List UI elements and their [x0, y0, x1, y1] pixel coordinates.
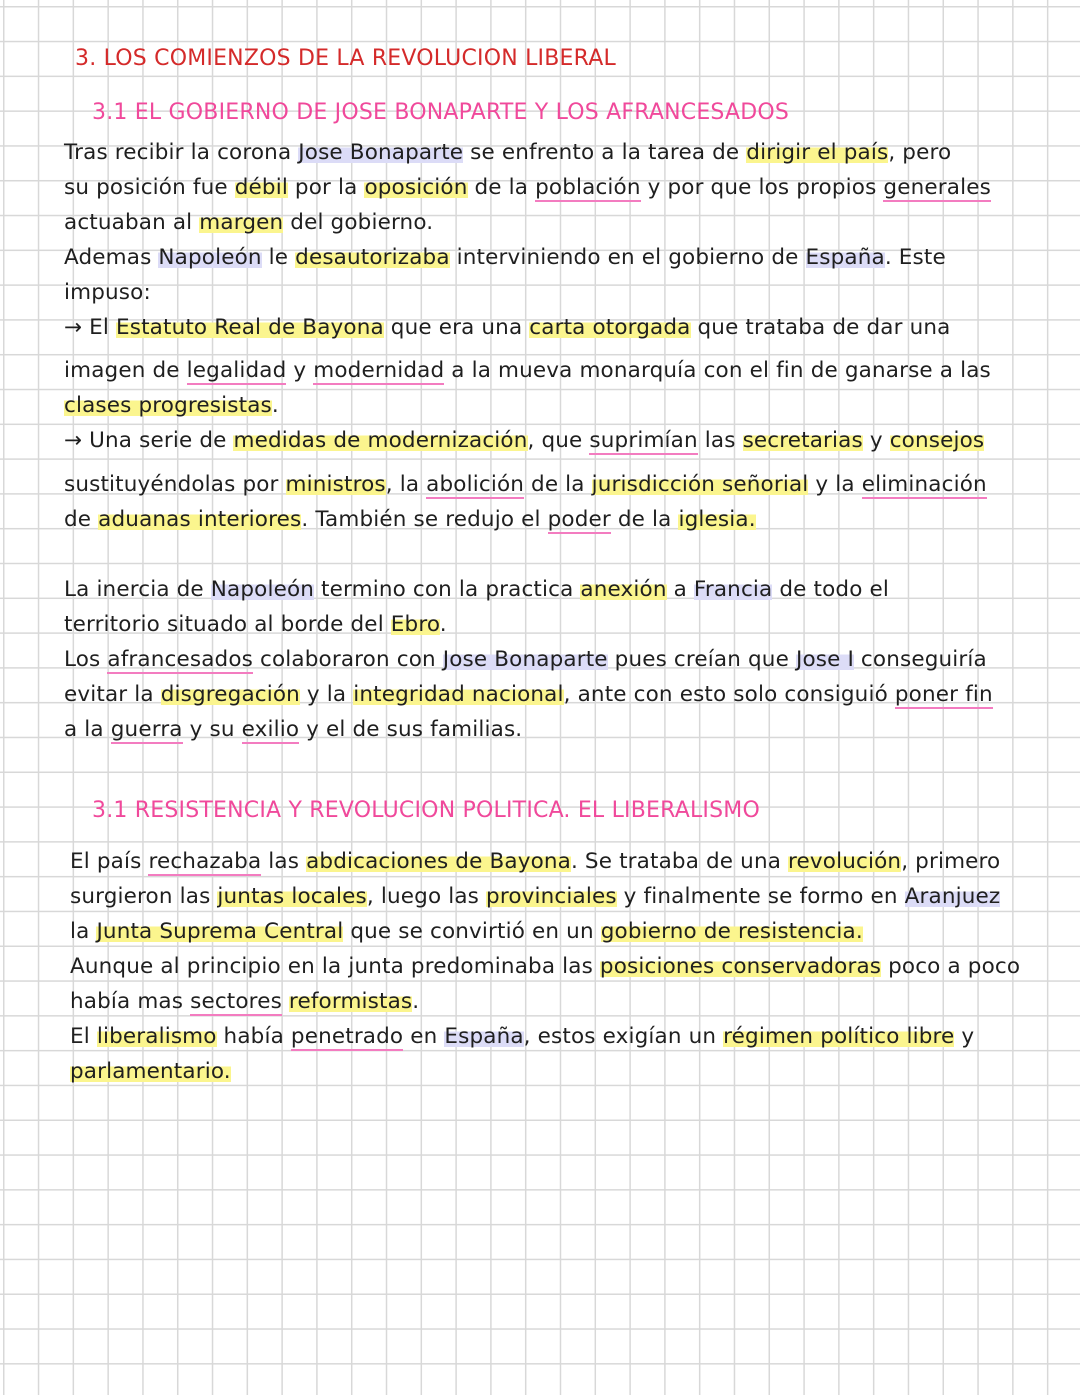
- underlined-term: penetrado: [290, 1024, 404, 1049]
- text-run: , luego las: [366, 884, 487, 909]
- subsection-heading-resistencia: 3.1 RESISTENCIA Y REVOLUCION POLITICA. EL LIBERALISMO: [92, 798, 760, 823]
- text-run: de la: [524, 472, 592, 497]
- text-run: La inercia de: [64, 577, 211, 602]
- text-run: había mas: [70, 989, 191, 1014]
- subsection-heading-gobierno: 3.1 EL GOBIERNO DE JOSE BONAPARTE Y LOS AFRANCESADOS: [92, 100, 790, 125]
- text-run: → Una serie de: [64, 428, 234, 453]
- text-run: colaboraron con: [253, 647, 443, 672]
- underlined-term: sectores: [190, 989, 282, 1014]
- text-run: había: [216, 1024, 291, 1049]
- text-run: , pero: [888, 140, 952, 165]
- text-run: a la: [64, 717, 111, 742]
- text-run: las: [697, 428, 743, 453]
- text-run: Tras recibir la corona: [64, 140, 299, 165]
- text-line: [64, 280, 151, 305]
- text-line: [70, 1024, 974, 1049]
- proper-noun-highlight: Jose I: [795, 647, 854, 672]
- text-run: a la mueva monarquía con el fin de ganarse a las: [444, 358, 991, 383]
- text-run: de la: [467, 175, 536, 200]
- text-run: las: [261, 849, 307, 874]
- underlined-term: suprimían: [589, 428, 698, 453]
- text-line: [70, 954, 1020, 979]
- text-run: y su: [182, 717, 242, 742]
- text-run: impuso:: [64, 280, 151, 305]
- highlighted-term: aduanas interiores: [98, 507, 302, 532]
- text-run: pues creían que: [607, 647, 796, 672]
- highlighted-term: parlamentario.: [70, 1059, 231, 1084]
- text-line: [64, 577, 889, 602]
- text-run: y: [286, 358, 314, 383]
- text-run: interviniendo en el gobierno de: [449, 245, 806, 270]
- highlighted-term: secretarias: [742, 428, 863, 453]
- text-run: Los: [64, 647, 108, 672]
- highlighted-term: integridad nacional: [353, 682, 564, 707]
- underlined-term: poder: [547, 507, 611, 532]
- text-run: Aunque al principio en la junta predominaba las: [70, 954, 600, 979]
- text-run: imagen de: [64, 358, 187, 383]
- highlighted-term: jurisdicción señorial: [591, 472, 809, 497]
- text-run: y la: [299, 682, 354, 707]
- text-line: [64, 647, 987, 672]
- text-run: y el de sus familias.: [299, 717, 523, 742]
- text-line: [64, 472, 987, 497]
- text-line: [64, 428, 984, 453]
- highlighted-term: margen: [199, 210, 284, 235]
- highlighted-term: desautorizaba: [295, 245, 450, 270]
- underlined-term: legalidad: [186, 358, 287, 383]
- text-line: [70, 884, 1000, 909]
- text-line: [64, 175, 991, 200]
- text-run: .: [439, 612, 447, 637]
- text-run: Ademas: [64, 245, 159, 270]
- highlighted-term: débil: [234, 175, 288, 200]
- highlighted-term: juntas locales: [217, 884, 367, 909]
- text-line: [70, 989, 419, 1014]
- text-run: , la: [385, 472, 427, 497]
- text-run: , que: [527, 428, 590, 453]
- text-run: de la: [610, 507, 679, 532]
- highlighted-term: ministros: [285, 472, 386, 497]
- text-line: [64, 245, 946, 270]
- underlined-term: afrancesados: [107, 647, 254, 672]
- highlighted-term: Ebro: [390, 612, 440, 637]
- text-run: termino con la practica: [314, 577, 581, 602]
- proper-noun-highlight: Jose Bonaparte: [298, 140, 464, 165]
- text-run: .: [271, 393, 279, 418]
- text-run: y por que los propios: [640, 175, 884, 200]
- highlighted-term: abdicaciones de Bayona: [306, 849, 571, 874]
- text-run: le: [261, 245, 296, 270]
- text-line: [64, 315, 950, 340]
- underlined-term: generales: [883, 175, 991, 200]
- highlighted-term: posiciones conservadoras: [599, 954, 882, 979]
- text-line: [64, 140, 951, 165]
- text-run: su posición fue: [64, 175, 235, 200]
- highlighted-term: Estatuto Real de Bayona: [116, 315, 384, 340]
- highlighted-term: clases progresistas: [64, 393, 272, 418]
- text-run: y la: [808, 472, 862, 497]
- text-run: de: [64, 507, 99, 532]
- section-heading-main: 3. LOS COMIENZOS DE LA REVOLUCION LIBERAL: [75, 46, 616, 71]
- highlighted-term: consejos: [889, 428, 985, 453]
- highlighted-term: disgregación: [160, 682, 300, 707]
- proper-noun-highlight: España: [805, 245, 885, 270]
- text-line: [64, 393, 279, 418]
- text-run: en: [403, 1024, 445, 1049]
- highlighted-term: gobierno de resistencia.: [600, 919, 863, 944]
- text-line: [70, 849, 1000, 874]
- highlighted-term: Junta Suprema Central: [96, 919, 344, 944]
- text-line: [64, 717, 522, 742]
- highlighted-term: iglesia.: [678, 507, 756, 532]
- text-run: y finalmente se formo en: [616, 884, 905, 909]
- text-line: [64, 612, 447, 637]
- text-run: conseguiría: [853, 647, 987, 672]
- highlighted-term: anexión: [580, 577, 667, 602]
- text-run: , ante con esto solo consiguió: [563, 682, 895, 707]
- text-run: del gobierno.: [283, 210, 434, 235]
- text-run: . Se trataba de una: [570, 849, 789, 874]
- text-run: sustituyéndolas por: [64, 472, 286, 497]
- proper-noun-highlight: Napoleón: [210, 577, 315, 602]
- highlighted-term: oposición: [364, 175, 468, 200]
- text-run: evitar la: [64, 682, 161, 707]
- proper-noun-highlight: Jose Bonaparte: [442, 647, 608, 672]
- text-run: poco a poco: [881, 954, 1021, 979]
- text-run: de todo el: [772, 577, 889, 602]
- text-run: . También se redujo el: [301, 507, 548, 532]
- text-run: surgieron las: [70, 884, 218, 909]
- underlined-term: rechazaba: [148, 849, 262, 874]
- text-line: [64, 210, 433, 235]
- text-line: [64, 507, 756, 532]
- highlighted-term: régimen político libre: [723, 1024, 955, 1049]
- text-run: que se convirtió en un: [343, 919, 601, 944]
- text-line: [70, 1059, 231, 1084]
- underlined-term: modernidad: [313, 358, 445, 383]
- text-run: actuaban al: [64, 210, 200, 235]
- highlighted-term: revolución: [788, 849, 902, 874]
- highlighted-term: medidas de modernización: [233, 428, 528, 453]
- text-run: .: [412, 989, 420, 1014]
- proper-noun-highlight: Francia: [693, 577, 773, 602]
- text-run: a: [666, 577, 694, 602]
- underlined-term: poner fin: [894, 682, 993, 707]
- text-run: El país: [70, 849, 149, 874]
- highlighted-term: carta otorgada: [529, 315, 691, 340]
- proper-noun-highlight: Aranjuez: [904, 884, 1001, 909]
- text-run: que era una: [383, 315, 530, 340]
- proper-noun-highlight: España: [444, 1024, 524, 1049]
- text-run: territorio situado al borde del: [64, 612, 391, 637]
- underlined-term: eliminación: [861, 472, 987, 497]
- text-line: [64, 358, 991, 383]
- text-run: . Este: [884, 245, 946, 270]
- proper-noun-highlight: Napoleón: [158, 245, 262, 270]
- text-run: y: [862, 428, 890, 453]
- text-run: , estos exigían un: [523, 1024, 724, 1049]
- highlighted-term: liberalismo: [96, 1024, 217, 1049]
- highlighted-term: provinciales: [486, 884, 617, 909]
- underlined-term: abolición: [426, 472, 525, 497]
- text-line: [70, 919, 863, 944]
- text-run: por la: [287, 175, 365, 200]
- underlined-term: exilio: [241, 717, 300, 742]
- text-run: y: [954, 1024, 975, 1049]
- text-run: , primero: [901, 849, 1001, 874]
- underlined-term: población: [535, 175, 641, 200]
- text-line: [64, 682, 993, 707]
- text-run: El: [70, 1024, 97, 1049]
- highlighted-term: dirigir el país: [746, 140, 889, 165]
- underlined-term: guerra: [110, 717, 183, 742]
- text-run: → El: [64, 315, 116, 340]
- highlighted-term: reformistas: [288, 989, 413, 1014]
- text-run: se enfrento a la tarea de: [463, 140, 747, 165]
- text-run: la: [70, 919, 97, 944]
- text-run: [282, 989, 289, 1014]
- text-run: que trataba de dar una: [690, 315, 951, 340]
